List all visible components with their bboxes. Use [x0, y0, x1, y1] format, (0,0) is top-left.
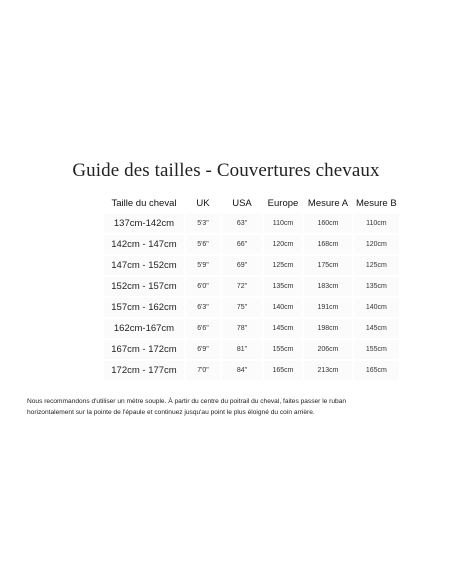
header-europe: Europe [264, 195, 302, 212]
cell-usa: 63" [222, 214, 262, 233]
cell-usa: 69" [222, 256, 262, 275]
header-measure-b: Mesure B [354, 195, 399, 212]
cell-measure-b: 110cm [354, 214, 399, 233]
header-horse-size: Taille du cheval [104, 195, 184, 212]
table-row [104, 214, 399, 233]
header-uk: UK [186, 195, 220, 212]
cell-horse-size: 157cm - 162cm [104, 298, 184, 317]
size-guide-table [102, 193, 401, 382]
cell-measure-a: 191cm [304, 298, 352, 317]
cell-europe: 135cm [264, 277, 302, 296]
cell-horse-size: 152cm - 157cm [104, 277, 184, 296]
cell-europe: 165cm [264, 361, 302, 380]
cell-horse-size: 137cm-142cm [104, 214, 184, 233]
cell-measure-b: 165cm [354, 361, 399, 380]
table-row [104, 340, 399, 359]
cell-measure-a: 213cm [304, 361, 352, 380]
cell-measure-b: 135cm [354, 277, 399, 296]
cell-uk: 7'0" [186, 361, 220, 380]
cell-measure-b: 125cm [354, 256, 399, 275]
cell-usa: 72" [222, 277, 262, 296]
cell-horse-size: 167cm - 172cm [104, 340, 184, 359]
table-row [104, 256, 399, 275]
cell-horse-size: 162cm-167cm [104, 319, 184, 338]
cell-europe: 140cm [264, 298, 302, 317]
table-row [104, 361, 399, 380]
cell-horse-size: 172cm - 177cm [104, 361, 184, 380]
cell-measure-a: 206cm [304, 340, 352, 359]
cell-usa: 78" [222, 319, 262, 338]
cell-usa: 84" [222, 361, 262, 380]
table-row [104, 298, 399, 317]
cell-uk: 6'0" [186, 277, 220, 296]
cell-horse-size: 142cm - 147cm [104, 235, 184, 254]
cell-measure-b: 140cm [354, 298, 399, 317]
cell-europe: 120cm [264, 235, 302, 254]
cell-uk: 6'3" [186, 298, 220, 317]
cell-uk: 5'3" [186, 214, 220, 233]
cell-measure-b: 145cm [354, 319, 399, 338]
table-header-row [104, 195, 399, 212]
cell-measure-a: 198cm [304, 319, 352, 338]
cell-measure-a: 183cm [304, 277, 352, 296]
cell-uk: 5'9" [186, 256, 220, 275]
table-row [104, 277, 399, 296]
cell-usa: 66" [222, 235, 262, 254]
page-title: Guide des tailles - Couvertures chevaux [72, 160, 380, 181]
cell-usa: 75" [222, 298, 262, 317]
cell-uk: 6'9" [186, 340, 220, 359]
cell-europe: 110cm [264, 214, 302, 233]
cell-europe: 155cm [264, 340, 302, 359]
cell-europe: 145cm [264, 319, 302, 338]
table-row [104, 235, 399, 254]
cell-horse-size: 147cm - 152cm [104, 256, 184, 275]
header-measure-a: Mesure A [304, 195, 352, 212]
cell-measure-b: 120cm [354, 235, 399, 254]
table-row [104, 319, 399, 338]
cell-usa: 81" [222, 340, 262, 359]
cell-uk: 5'6" [186, 235, 220, 254]
measuring-instructions [27, 396, 447, 418]
cell-measure-b: 155cm [354, 340, 399, 359]
cell-measure-a: 160cm [304, 214, 352, 233]
header-usa: USA [222, 195, 262, 212]
instructions-line-2: horizontalement sur la pointe de l'épaule et continuez jusqu'au point le plus éloigné du coin arrière. [27, 409, 315, 416]
cell-uk: 6'6" [186, 319, 220, 338]
cell-europe: 125cm [264, 256, 302, 275]
cell-measure-a: 175cm [304, 256, 352, 275]
instructions-line-1: Nous recommandons d'utiliser un mètre souple. À partir du centre du poitrail du cheval, faites passer le ruban [27, 398, 347, 405]
cell-measure-a: 168cm [304, 235, 352, 254]
